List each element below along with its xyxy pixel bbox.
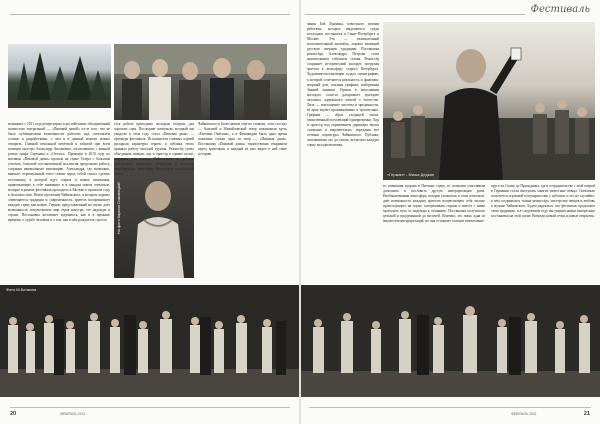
stage-right-illustration <box>301 285 600 397</box>
right-page <box>301 0 600 424</box>
trees-illustration <box>8 44 111 108</box>
group-illustration <box>114 44 287 120</box>
photo-middle-caption: На фото Кирилл Ломовецкий <box>117 182 121 234</box>
section-title: Фестиваль <box>530 4 590 15</box>
right-column-bottom-1 <box>383 184 485 280</box>
german-illustration <box>383 22 595 180</box>
footer-meta-right: ФЕВРАЛЬ 2011 <box>511 412 537 416</box>
photo-right-caption: «Герман» - Миша Дедкин <box>387 172 435 177</box>
left-page <box>0 0 299 424</box>
right-column-bottom-2 <box>491 184 595 280</box>
footer-rule-left <box>10 407 290 408</box>
photo-group <box>114 44 287 120</box>
photo-german <box>383 22 595 180</box>
page-number-left: 20 <box>10 411 17 417</box>
photo-stage-right <box>301 285 600 397</box>
footer-meta-left: ФЕВРАЛЬ 2011 <box>60 412 86 416</box>
footer-rule-right <box>309 407 591 408</box>
right-column-top-text: чанин Бэй Лунмина, известного своими работами, которые выделяются среди последних постановок в Санкт-Петербурге и Москве. Это — великолепный исполнительный ансамбль, хорошо знающий русскую оперную традицию. Постановка режиссёра Александра Петрова стала значительным событием сезона. Режиссёр сохраняет исторический колорит, погружая зрителя в атмосферу старого Петербурга. Художник-постановщик создал сценографию, в которой сочетаются реальность и фантазия: игорный дом, спальня графини, набережная Зимней канавки. Герман в исполнении молодого солиста раскрывает трагедию человека, одержимого мечтой о богатстве. Лиза — воплощение чистоты и преданности, её ария звучит проникновенно и трогательно. Графиня — образ уходящей эпохи, таинственный и пугающий одновременно. Хор и оркестр под управлением дирижёра звучат слаженно и выразительно, передавая все оттенки партитуры Чайковского. Публика, заполнившая зал до отказа, встречала каждую сцену аплодисментами. <box>307 22 379 148</box>
right-column-top <box>307 22 379 200</box>
left-column-3 <box>198 122 287 157</box>
photo-trees <box>8 44 111 108</box>
right-column-bottom-2-text: курсе по Салме до Приладьина, где в сотрудничестве с этой оперой в Германии стали выступать многие известные певцы. Спектакль пользуется огромной популярностью у публики, и это не случайно: в нём соединились талант режиссёра, мастерство певцов и любовь к музыке Чайковского. Будем надеяться, что фестиваль продолжит свою традицию, и в следующем году мы увидим новые интересные постановки на этой сцене. Впереди новый сезон и новые открытия. <box>491 184 595 219</box>
header-rule-left <box>10 14 290 15</box>
right-column-bottom-1-text: то уменьшив здорово в Питчине сцену, то позволив участникам дополнить и поставить другую интерпретацию роли. Необыкновенная атмосфера, которая сложилась в этом спектакле, даёт возможность каждому зрителю почувствовать себя частью происходящего на сцене, сопереживать героям и вместе с ними проходить путь от надежды к отчаянию. Постановка получилась цельной и продуманной до мелочей. Конечно, это лишь одна из множества интерпретаций, но она оставляет сильное впечатление. <box>383 184 485 224</box>
header-rule-right <box>305 14 525 15</box>
photo-bottom-left-caption: Фото М.Белкина <box>6 287 37 292</box>
left-column-2 <box>114 122 194 177</box>
left-column-1-text: возникнет с 2011 года репертуаром и российскими, объединённый полностью театральной — «Пиковой дамой» из-за того, что не было публицистики возможности работать над спектаклем осенью и разработками, о чем и в данный момент можно говорить. Главной печальной почётной и забытой при всем позиции маэстро Александр Антонович, согласившись с важной ролью графа Гартмана и «Отелло». Премьера в 2010 году по мотивам «Пиковой дамы» прошла на сцене Театра с большим успехом; большой постановочный коллектив продолжает работу, сохраняя изначальную интонацию. Александра, где возможно, вначале, переписанный текст ставит перед собой смысл сделать постановку, в которой идут старые и новые изменения, привлекающие к себе внимание и в каждом новом спектакле, которая в рамках фестиваля проходила в Москве в прошлом году в большом зале. Новое прочтение Чайковского, в котором хорошо совмещается традиция и современность, зритель воспринимает каждую сцену как новую. Герман, представленный на сцене, даёт возможность почувствовать мир героя изнутри, его надежды и страхи. Постановка заставляет задуматься, как и в прежние времена, о судьбе человека и о том, как в нём рождается страсть. <box>8 122 110 222</box>
page-number-right: 21 <box>583 411 590 417</box>
left-column-2-text: ется работе пригодных молодым театрам, для хороших сцен. Последние спектакли, который мы увидели в этом году стала «Пиковая дама» — премьера фестиваля. Исполнители главных партий раскрыли характеры героев, и публика тепло приняла работу молодой труппы. Режиссёр сумел объединить певцов, хор и оркестр в единое целое, сохранив дух оперы Чайковского и добавив собственное прочтение. Декорации и костюмы подчёркивали атмосферу Петербурга пушкинской эпохи. <box>114 122 194 177</box>
photo-stage-left <box>0 285 299 397</box>
left-column-1 <box>8 122 110 282</box>
left-column-3-text: Чайковского в Болеславиле ещё не ставили, хотя «сосед» — большой и Михайловский театр показывали здесь «Евгения Онегина», а в Финляндии было одно время показаны только одна из опер — «Пиковая дама». Постановку «Пиковой дамы» торжественно открывали перед зрителями, и каждый из них видел в ней свою историю. <box>198 122 287 157</box>
stage-left-illustration <box>0 285 299 397</box>
